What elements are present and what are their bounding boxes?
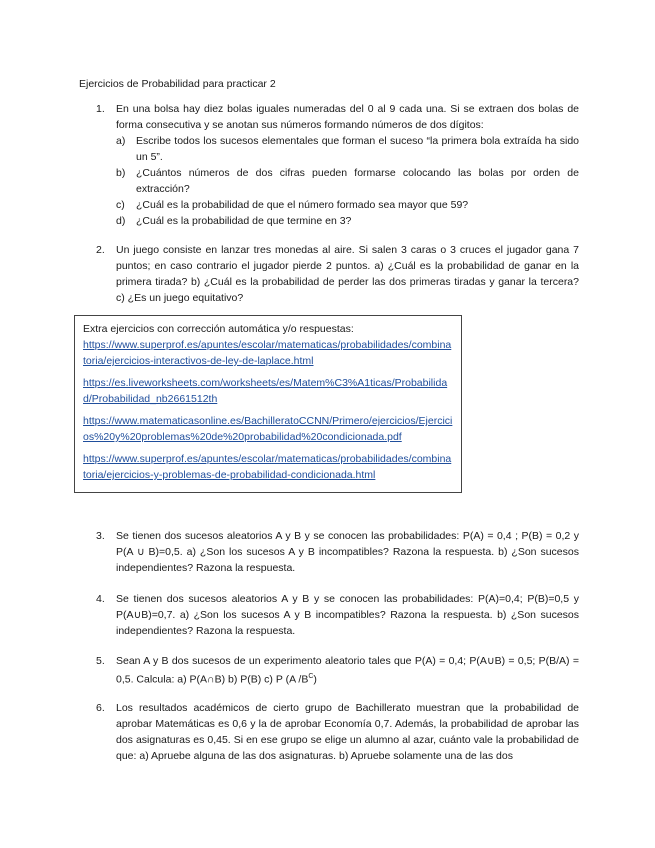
exercise-number: 5. — [96, 655, 105, 667]
exercise-number: 3. — [96, 530, 105, 542]
exercise-text — [116, 653, 579, 688]
exercise-4 — [79, 591, 579, 639]
exercise-item — [116, 197, 579, 213]
exercise-item — [116, 133, 579, 165]
exercise-6 — [79, 700, 579, 764]
exercise-link[interactable]: https://www.matematicasonline.es/BachilleratoCCNN/Primero/ejercicios/Ejercicios%20y%20problemas%20de%20probabilidad%20condicionada.pdf — [83, 415, 453, 443]
exercise-number: 2. — [96, 244, 105, 256]
exercise-text-tail: ) — [313, 673, 317, 686]
item-label: a) — [116, 135, 126, 147]
exercise-link[interactable]: https://es.liveworksheets.com/worksheets/es/Matem%C3%A1ticas/Probabilidad/Probabilidad_nb2661512th — [83, 377, 448, 405]
item-label: b) — [116, 167, 126, 179]
exercise-item — [116, 165, 579, 197]
exercise-text: En una bolsa hay diez bolas iguales numeradas del 0 al 9 cada una. Si se extraen dos bolas de forma consecutiva y se anotan sus números formando números de dos dígitos: — [116, 103, 579, 131]
exercise-text: Los resultados académicos de cierto grupo de Bachillerato muestran que la probabilidad de aprobar Matemáticas es 0,6 y la de aprobar Economía 0,7. Además, la probabilidad de aprobar las dos asignaturas es 0,45. Si en ese grupo se elige un alumno al azar, cuánto vale la probabilidad de que: a) Apruebe alguna de las dos asignaturas. b) Apruebe solamente una de las dos — [116, 702, 579, 762]
extra-exercises-box — [74, 315, 462, 493]
exercise-1 — [79, 101, 579, 229]
page-title: Ejercicios de Probabilidad para practicar 2 — [79, 78, 276, 90]
item-text: Escribe todos los sucesos elementales que forman el suceso “la primera bola extraída ha sido un 5”. — [136, 135, 579, 163]
exercise-text: Un juego consiste en lanzar tres monedas al aire. Si salen 3 caras o 3 cruces el jugador gana 7 puntos; en caso contrario el jugador pierde 2 puntos. a) ¿Cuál es la probabilidad de ganar en la primera tirada? b) ¿Cuál es la probabilidad de perder las dos primeras tiradas y ganar la tercera? c) ¿Es un juego equitativo? — [116, 244, 579, 304]
exercise-text: Se tienen dos sucesos aleatorios A y B y se conocen las probabilidades: P(A) = 0,4 ; P(B) = 0,2 y P(A ∪ B)=0,5. a) ¿Son los sucesos A y B incompatibles? Razona la respuesta. b) ¿Son sucesos independientes? Razona la respuesta. — [116, 530, 579, 574]
item-text: ¿Cuántos números de dos cifras pueden formarse colocando las bolas por orden de extracción? — [136, 167, 579, 195]
exercise-link[interactable]: https://www.superprof.es/apuntes/escolar/matematicas/probabilidades/combinatoria/ejercicios-interactivos-de-ley-de-laplace.html — [83, 339, 452, 367]
exercise-number: 1. — [96, 103, 105, 115]
exercise-item — [116, 213, 579, 229]
links-intro: Extra ejercicios con corrección automática y/o respuestas: — [83, 323, 354, 335]
exercise-text-main: Sean A y B dos sucesos de un experimento aleatorio tales que P(A) = 0,4; P(A∪B) = 0,5; P(B/A) = 0,5. Calcula: a) P(A∩B) b) P(B) c) P (A /B — [116, 655, 579, 686]
exercise-number: 4. — [96, 593, 105, 605]
exercise-number: 6. — [96, 702, 105, 714]
exercise-3 — [79, 528, 579, 576]
exercise-text: Se tienen dos sucesos aleatorios A y B y se conocen las probabilidades: P(A)=0,4; P(B)=0,5 y P(A∪B)=0,7. a) ¿Son los sucesos A y B incompatibles? Razona la respuesta. b) ¿Son sucesos independientes? Razona la respuesta. — [116, 593, 579, 637]
item-text: ¿Cuál es la probabilidad de que termine en 3? — [136, 215, 352, 227]
item-label: d) — [116, 215, 126, 227]
exercise-5 — [79, 653, 579, 688]
complement-superscript: C — [308, 673, 314, 680]
item-label: c) — [116, 199, 125, 211]
exercise-link[interactable]: https://www.superprof.es/apuntes/escolar/matematicas/probabilidades/combinatoria/ejercicios-y-problemas-de-probabilidad-condicionada.html — [83, 453, 452, 481]
item-text: ¿Cuál es la probabilidad de que el número formado sea mayor que 59? — [136, 199, 469, 211]
exercise-2 — [79, 242, 579, 306]
